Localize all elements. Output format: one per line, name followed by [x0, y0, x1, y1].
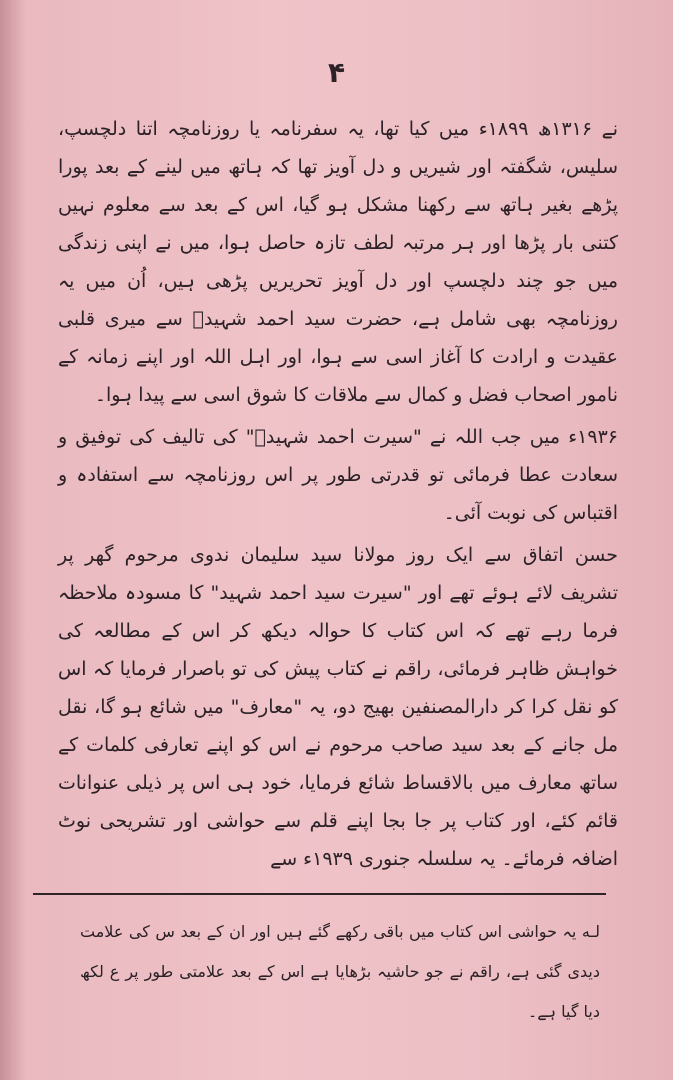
paragraph-2: ۱۹۳۶ء میں جب اللہ نے "سیرت احمد شہیدؒ" کی تالیف کی توفیق و سعادت عطا فرمائی تو قدرتی طور پر اس روزنامچہ سے استفادہ و اقتباس کی نوبت آئی۔ [58, 426, 618, 524]
page-number: ۴ [327, 56, 346, 89]
footnote-divider [33, 893, 606, 895]
footnote: لـه یہ حواشی اس کتاب میں باقی رکھے گئے ہیں اور ان کے بعد س کی علامت دیدی گئی ہے، راقم نے جو حاشیہ بڑھایا ہے اس کے بعد علامتی طور پر ع لکھ دیا گیا ہے۔ [80, 922, 600, 1021]
page-binding-shadow [0, 0, 26, 1080]
paragraph-3: حسن اتفاق سے ایک روز مولانا سید سلیمان ندوی مرحوم گھر پر تشریف لائے ہوئے تھے اور "سیرت سید احمد شہید" کا مسودہ ملاحظہ فرما رہے تھے کہ اس کتاب کا حوالہ دیکھ کر اس کے مطالعہ کی خواہش ظاہر فرمائی، راقم نے کتاب پیش کی تو باصرار فرمایا کہ اس کو نقل کرا کر دارالمصنفین بھیج دو، یہ "معارف" میں شائع ہو گا، نقل مل جانے کے بعد سید صاحب مرحوم نے اس کو اپنے تعارفی کلمات کے ساتھ معارف میں بالاقساط شائع فرمایا، خود ہی اس پر ذیلی عنوانات قائم کئے، اور کتاب پر جا بجا اپنے قلم سے حواشی اور تشریحی نوٹ اضافہ فرمائے۔ یہ سلسلہ جنوری ۱۹۳۹ء سے [58, 544, 618, 870]
paragraph-1: نے ۱۳۱۶ھ ۱۸۹۹ء میں کیا تھا، یہ سفرنامہ یا روزنامچہ اتنا دلچسپ، سلیس، شگفتہ اور شیریں و دل آویز تھا کہ ہاتھ میں لینے کے بعد پورا پڑھے بغیر ہاتھ سے رکھنا مشکل ہو گیا، اس کے بعد سے معلوم نہیں کتنی بار پڑھا اور ہر مرتبہ لطف تازہ حاصل ہوا، میں نے اپنی زندگی میں جو چند دلچسپ اور دل آویز تحریریں پڑھی ہیں، اُن میں یہ روزنامچہ بھی شامل ہے، حضرت سید احمد شہیدؒ سے میری قلبی عقیدت و ارادت کا آغاز اسی سے ہوا، اور اہل اللہ اور اپنے زمانہ کے نامور اصحاب فضل و کمال سے ملاقات کا شوق اسی سے پیدا ہوا۔ [58, 118, 619, 406]
main-text [58, 110, 618, 882]
